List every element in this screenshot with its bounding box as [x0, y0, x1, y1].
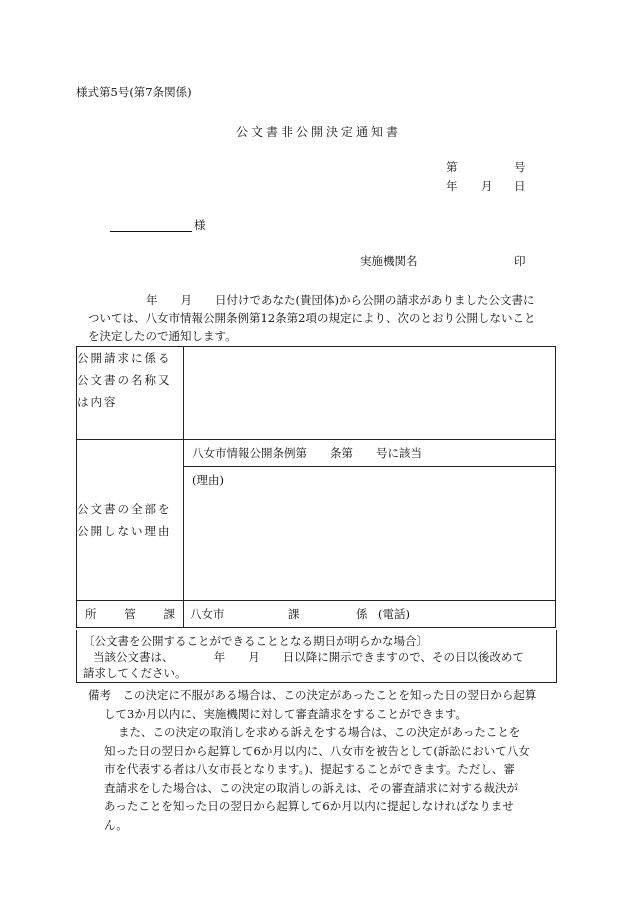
row-document-name	[77, 347, 556, 440]
reason-value	[184, 440, 556, 601]
department-label-c: 課	[163, 607, 175, 621]
note-2-line-3: 市を代表する者は八女市長となります。)、提起することができます。ただし、審	[104, 762, 515, 776]
department-value	[184, 601, 556, 628]
seal-mark: 印	[514, 254, 526, 268]
note-2-line-6: ん。	[104, 817, 128, 832]
notes-section	[88, 686, 558, 834]
date-year: 年	[446, 179, 458, 193]
decision-table	[76, 346, 556, 628]
department-label	[77, 601, 184, 628]
department-tel: (電話)	[378, 607, 410, 621]
intro-line-3: を決定したので通知します。	[88, 329, 237, 343]
note-2-line-2: 知った日の翌日から起算して6か月以内に、八女市を被告として(訴訟において八女	[104, 743, 530, 758]
note-1	[88, 686, 558, 705]
note-2-line-4: 査請求をした場合は、この決定の取消しの訴えは、その審査請求に対する裁決が	[104, 780, 518, 795]
note-2-line-5: あったことを知った日の翌日から起算して6か月以内に提起しなければなりませ	[104, 799, 514, 813]
department-label-b: 管	[124, 607, 136, 621]
intro-line-1: 年 月 日付けであなた(貴団体)から公開の請求がありました公文書に	[146, 293, 535, 307]
department-label-a: 所	[85, 607, 97, 621]
reason-clause: 八女市情報公開条例第 条第 号に該当	[184, 440, 555, 467]
disclosure-line-3: 請求してください。	[83, 666, 187, 680]
department-kakari: 係	[356, 607, 368, 621]
note-2-line-1: また、この決定の取消しを求める訴えをする場合は、この決定があったことを	[118, 725, 521, 739]
doc-number-suffix: 号	[514, 160, 526, 174]
disclosure-line-1: 〔公文書を公開することができることとなる期日が明らかな場合〕	[83, 634, 428, 648]
department-city: 八女市	[190, 607, 225, 621]
document-name-value	[184, 347, 556, 440]
document-name-label: 公開請求に係る公文書の名称又は内容	[77, 347, 184, 440]
document-title: 公文書非公開決定通知書	[236, 125, 402, 139]
addressee-suffix: 様	[194, 218, 206, 232]
reason-label: 公文書の全部を公開しない理由	[77, 440, 184, 601]
disclosure-line-2: 当該公文書は、 年 月 日以降に開示できますので、その日以後改めて	[93, 650, 525, 664]
doc-number-prefix: 第	[446, 160, 458, 174]
note-1-line-1: この決定に不服がある場合は、この決定があったことを知った日の翌日から起算	[122, 688, 537, 702]
note-1-line-2: して3か月以内に、実施機関に対して審査請求をすることができます。	[104, 706, 467, 721]
intro-line-2: ついては、八女市情報公開条例第12条第2項の規定により、次のとおり公開しないこと	[88, 311, 536, 325]
issuer-label: 実施機関名	[360, 254, 418, 268]
disclosure-date-box	[76, 630, 557, 683]
reason-detail: (理由)	[192, 473, 224, 487]
row-department	[77, 601, 556, 628]
addressee-line	[110, 231, 192, 232]
form-number: 様式第5号(第7条関係)	[76, 85, 192, 99]
notes-label: 備考	[88, 688, 111, 702]
date-day: 日	[514, 179, 526, 193]
date-month: 月	[481, 179, 493, 193]
department-ka: 課	[288, 607, 300, 621]
row-reason	[77, 440, 556, 601]
intro-paragraph	[88, 291, 558, 345]
